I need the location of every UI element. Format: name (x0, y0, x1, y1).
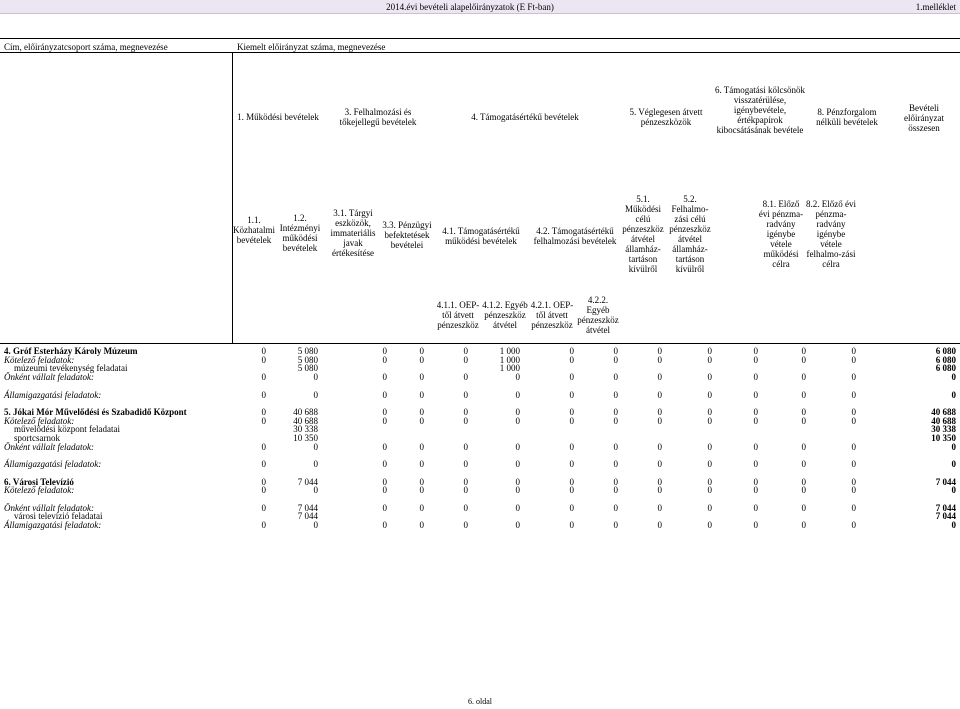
table-row (0, 347, 960, 356)
table-row (0, 373, 960, 382)
row-label: városi televízió feladatai (14, 511, 103, 522)
row-value-cell: 0 (419, 441, 424, 452)
sub-3-3-header: 3.3. Pénzügyi befektetések bevételei (382, 219, 432, 250)
row-value-cell: 0 (851, 346, 856, 356)
row-value-cell: 0 (657, 441, 662, 452)
row-value-cell: 0 (851, 372, 856, 383)
row-value-cell: 0 (382, 502, 387, 513)
row-value-cell: 0 (613, 354, 618, 365)
table-row (0, 469, 960, 478)
row-value-cell: 0 (851, 389, 856, 400)
sub-4-2-2-header: 4.2.2. Egyéb pénzeszköz átvétel (577, 295, 619, 335)
row-value-cell: 0 (261, 502, 266, 513)
row-total-cell: 0 (951, 520, 956, 530)
row-value-cell: 0 (707, 389, 712, 400)
row-value-cell: 0 (515, 459, 520, 470)
row-value-cell: 0 (313, 389, 318, 400)
row-value-cell: 0 (382, 441, 387, 452)
table-row (0, 391, 960, 400)
sub-8-1-header: 8.1. Előző évi pénzma-radvány igénybe vétele működési célra (758, 199, 804, 269)
row-value-cell: 1 000 (499, 346, 520, 356)
row-label: 6. Városi Televízió (4, 476, 74, 487)
sub-1-1-header: 1.1. Közhatalmi bevételek (233, 215, 275, 245)
row-value-cell: 0 (569, 441, 574, 452)
row-value-cell: 0 (613, 346, 618, 356)
row-total-cell: 7 044 (935, 502, 956, 513)
row-value-cell: 0 (419, 476, 424, 487)
row-value-cell: 0 (707, 459, 712, 470)
row-value-cell: 0 (261, 520, 266, 530)
row-value-cell: 0 (382, 520, 387, 530)
row-value-cell: 5 080 (297, 346, 318, 356)
total-header: Bevételi előirányzat összesen (904, 103, 944, 133)
row-value-cell: 1 000 (499, 363, 520, 374)
row-value-cell: 7 044 (297, 476, 318, 487)
row-label: Államigazgatási feladatok: (4, 459, 102, 470)
row-label: Kötelező feladatok: (4, 485, 75, 496)
row-value-cell: 0 (753, 406, 758, 417)
row-value-cell: 0 (382, 372, 387, 383)
row-value-cell: 0 (515, 520, 520, 530)
row-value-cell: 0 (851, 502, 856, 513)
sub-4-1-1-header: 4.1.1. OEP-től átvett pénzeszköz (436, 300, 480, 330)
row-value-cell: 0 (707, 476, 712, 487)
row-value-cell: 1 000 (499, 354, 520, 365)
row-value-cell: 0 (313, 485, 318, 496)
row-value-cell: 0 (753, 502, 758, 513)
row-label: Kötelező feladatok: (4, 415, 75, 426)
row-value-cell: 0 (419, 459, 424, 470)
row-value-cell: 0 (419, 502, 424, 513)
sub-5-1-header: 5.1. Működési célú pénzeszköz átvétel államház-tartáson kívülről (622, 194, 664, 274)
row-value-cell: 0 (851, 354, 856, 365)
row-value-cell: 0 (657, 502, 662, 513)
row-value-cell: 0 (382, 346, 387, 356)
header-rule-2 (0, 52, 960, 53)
row-value-cell: 0 (801, 485, 806, 496)
row-value-cell: 0 (707, 441, 712, 452)
row-label: Önként vállalt feladatok: (4, 441, 94, 452)
row-value-cell: 40 688 (293, 415, 318, 426)
row-value-cell: 0 (382, 459, 387, 470)
row-label: művelődési központ feladatai (14, 424, 120, 435)
table-row (0, 408, 960, 417)
row-value-cell: 0 (382, 485, 387, 496)
row-label: Államigazgatási feladatok: (4, 520, 102, 530)
row-value-cell: 0 (463, 441, 468, 452)
row-total-cell: 7 044 (935, 476, 956, 487)
row-value-cell: 0 (851, 441, 856, 452)
row-value-cell: 0 (313, 441, 318, 452)
table-row (0, 382, 960, 391)
row-value-cell: 0 (515, 389, 520, 400)
row-value-cell: 0 (463, 406, 468, 417)
table-row (0, 417, 960, 426)
row-value-cell: 0 (851, 485, 856, 496)
table-row (0, 521, 960, 530)
row-value-cell: 0 (753, 346, 758, 356)
row-value-cell: 0 (382, 476, 387, 487)
row-value-cell: 0 (261, 346, 266, 356)
row-value-cell: 0 (463, 476, 468, 487)
row-value-cell: 0 (261, 459, 266, 470)
row-value-cell: 0 (515, 485, 520, 496)
row-value-cell: 0 (801, 372, 806, 383)
row-value-cell: 0 (613, 520, 618, 530)
row-value-cell: 0 (419, 415, 424, 426)
row-value-cell: 0 (753, 389, 758, 400)
row-value-cell: 0 (613, 485, 618, 496)
row-value-cell: 0 (613, 389, 618, 400)
col-kiemelt-header: Kiemelt előirányzat száma, megnevezése (237, 42, 386, 52)
row-value-cell: 0 (707, 406, 712, 417)
row-value-cell: 0 (657, 415, 662, 426)
table-row (0, 504, 960, 513)
row-value-cell: 0 (463, 502, 468, 513)
row-total-cell: 0 (951, 441, 956, 452)
group-1-header: 1. Működési bevételek (237, 112, 319, 122)
row-value-cell: 5 080 (297, 363, 318, 374)
row-value-cell: 0 (313, 459, 318, 470)
row-value-cell: 0 (463, 354, 468, 365)
row-value-cell: 0 (657, 406, 662, 417)
row-label: Önként vállalt feladatok: (4, 502, 94, 513)
row-value-cell: 0 (261, 441, 266, 452)
row-value-cell: 0 (801, 476, 806, 487)
annex-label: 1.melléklet (915, 2, 956, 12)
row-value-cell: 0 (515, 476, 520, 487)
row-value-cell: 0 (801, 459, 806, 470)
row-total-cell: 40 688 (931, 415, 956, 426)
sub-4-2-1-header: 4.2.1. OEP-től átvett pénzeszköz (530, 300, 574, 330)
row-value-cell: 0 (419, 389, 424, 400)
row-value-cell: 0 (515, 415, 520, 426)
row-value-cell: 0 (463, 372, 468, 383)
row-total-cell: 0 (951, 372, 956, 383)
row-value-cell: 0 (419, 406, 424, 417)
row-total-cell: 6 080 (935, 346, 956, 356)
row-value-cell: 0 (613, 372, 618, 383)
row-total-cell: 6 080 (935, 354, 956, 365)
row-value-cell: 0 (569, 415, 574, 426)
row-value-cell: 0 (851, 459, 856, 470)
row-value-cell: 0 (707, 485, 712, 496)
row-value-cell: 10 350 (293, 433, 318, 443)
row-value-cell: 0 (753, 459, 758, 470)
row-total-cell: 0 (951, 485, 956, 496)
row-value-cell: 0 (463, 459, 468, 470)
row-value-cell: 0 (613, 441, 618, 452)
row-value-cell: 0 (569, 354, 574, 365)
row-value-cell: 0 (707, 354, 712, 365)
row-value-cell: 0 (515, 406, 520, 417)
row-value-cell: 0 (463, 415, 468, 426)
row-value-cell: 0 (313, 520, 318, 530)
sub-1-2-header: 1.2. Intézményi működési bevételek (279, 212, 321, 253)
row-value-cell: 0 (261, 485, 266, 496)
table-row (0, 478, 960, 487)
sub-4-2-header: 4.2. Támogatásértékű felhalmozási bevételek (533, 226, 617, 246)
sub-3-1-header: 3.1. Tárgyi eszközök, immateriális javak értékesítése (330, 207, 376, 258)
row-value-cell: 0 (613, 415, 618, 426)
row-value-cell: 0 (515, 441, 520, 452)
group-3-header: 3. Felhalmozási és tőkejellegű bevételek (339, 107, 417, 127)
row-label: Önként vállalt feladatok: (4, 372, 94, 383)
row-value-cell: 0 (569, 485, 574, 496)
row-value-cell: 0 (753, 476, 758, 487)
row-total-cell: 30 338 (931, 424, 956, 435)
row-total-cell: 10 350 (931, 433, 956, 443)
sub-8-2-header: 8.2. Előző évi pénzma-radvány igénybe vétele felhalmo-zási célra (806, 199, 856, 269)
table-row (0, 434, 960, 443)
group-5-header: 5. Véglegesen átvett pénzeszközök (629, 107, 703, 127)
row-value-cell: 0 (657, 459, 662, 470)
row-label: 4. Gróf Esterházy Károly Múzeum (4, 346, 138, 356)
row-value-cell: 0 (419, 520, 424, 530)
row-value-cell: 0 (313, 372, 318, 383)
row-value-cell: 0 (657, 389, 662, 400)
row-value-cell: 0 (261, 476, 266, 487)
row-value-cell: 0 (753, 415, 758, 426)
row-value-cell: 0 (569, 476, 574, 487)
row-value-cell: 7 044 (297, 511, 318, 522)
row-value-cell: 0 (801, 415, 806, 426)
row-value-cell: 0 (753, 354, 758, 365)
row-value-cell: 0 (382, 389, 387, 400)
row-value-cell: 0 (753, 441, 758, 452)
row-value-cell: 7 044 (297, 502, 318, 513)
row-value-cell: 0 (707, 346, 712, 356)
row-value-cell: 0 (851, 415, 856, 426)
sub-5-2-header: 5.2. Felhalmo-zási célú pénzeszköz átvétel államház-tartáson kívülről (669, 194, 711, 274)
row-value-cell: 0 (801, 406, 806, 417)
row-label: sportcsarnok (14, 433, 60, 443)
row-label: Kötelező feladatok: (4, 354, 75, 365)
sub-4-1-header: 4.1. Támogatásértékű működési bevételek (442, 226, 520, 246)
row-value-cell: 0 (801, 389, 806, 400)
row-value-cell: 0 (463, 520, 468, 530)
row-value-cell: 0 (569, 346, 574, 356)
row-value-cell: 0 (569, 389, 574, 400)
header-bottom-rule (0, 343, 960, 344)
row-total-cell: 0 (951, 389, 956, 400)
table-row (0, 512, 960, 521)
row-value-cell: 0 (851, 520, 856, 530)
row-value-cell: 0 (657, 520, 662, 530)
row-value-cell: 0 (419, 346, 424, 356)
table-row (0, 451, 960, 460)
row-value-cell: 0 (801, 354, 806, 365)
row-value-cell: 0 (707, 520, 712, 530)
row-total-cell: 6 080 (935, 363, 956, 374)
document-title: 2014.évi bevételi alapelőirányzatok (E Ft-ban) (386, 2, 554, 12)
row-value-cell: 0 (261, 389, 266, 400)
row-value-cell: 0 (382, 354, 387, 365)
row-value-cell: 0 (753, 520, 758, 530)
row-value-cell: 0 (707, 372, 712, 383)
row-value-cell: 0 (707, 502, 712, 513)
row-value-cell: 0 (657, 354, 662, 365)
row-value-cell: 0 (657, 476, 662, 487)
row-value-cell: 0 (261, 372, 266, 383)
row-value-cell: 0 (382, 406, 387, 417)
row-value-cell: 0 (382, 415, 387, 426)
title-bar (0, 0, 960, 14)
row-value-cell: 0 (515, 372, 520, 383)
row-label: Államigazgatási feladatok: (4, 389, 102, 400)
table-row (0, 443, 960, 452)
row-total-cell: 7 044 (935, 511, 956, 522)
row-value-cell: 0 (851, 406, 856, 417)
row-value-cell: 30 338 (293, 424, 318, 435)
row-value-cell: 5 080 (297, 354, 318, 365)
row-value-cell: 0 (613, 502, 618, 513)
table-row (0, 495, 960, 504)
row-value-cell: 0 (801, 520, 806, 530)
row-value-cell: 0 (801, 502, 806, 513)
row-value-cell: 40 688 (293, 406, 318, 417)
row-value-cell: 0 (419, 354, 424, 365)
row-value-cell: 0 (657, 346, 662, 356)
row-value-cell: 0 (569, 502, 574, 513)
group-8-header: 8. Pénzforgalom nélküli bevételek (816, 107, 878, 127)
table-row (0, 356, 960, 365)
row-value-cell: 0 (753, 372, 758, 383)
row-value-cell: 0 (569, 520, 574, 530)
row-value-cell: 0 (463, 485, 468, 496)
row-value-cell: 0 (261, 415, 266, 426)
table-row (0, 364, 960, 373)
row-value-cell: 0 (613, 406, 618, 417)
group-6-header: 6. Támogatási kölcsönök visszatérülése, igénybevétele, értékpapírok kibocsátásának bevétele (714, 84, 806, 135)
table-row (0, 460, 960, 469)
row-value-cell: 0 (463, 346, 468, 356)
row-value-cell: 0 (569, 372, 574, 383)
row-value-cell: 0 (569, 459, 574, 470)
row-value-cell: 0 (851, 476, 856, 487)
table-row (0, 486, 960, 495)
row-value-cell: 0 (613, 459, 618, 470)
page-number: 6. oldal (468, 697, 492, 706)
row-value-cell: 0 (515, 502, 520, 513)
table-row (0, 425, 960, 434)
row-value-cell: 0 (801, 441, 806, 452)
col-name-header: Cím, előirányzatcsoport száma, megnevezése (4, 42, 168, 52)
row-label: múzeumi tevékenység feladatai (14, 363, 128, 374)
row-label: 5. Jókai Mór Művelődési és Szabadidő Központ (4, 406, 187, 417)
group-4-header: 4. Támogatásértékű bevételek (471, 112, 579, 122)
row-value-cell: 0 (569, 406, 574, 417)
row-value-cell: 0 (261, 406, 266, 417)
row-value-cell: 0 (419, 372, 424, 383)
row-value-cell: 0 (261, 354, 266, 365)
row-value-cell: 0 (753, 485, 758, 496)
row-total-cell: 0 (951, 459, 956, 470)
row-value-cell: 0 (657, 485, 662, 496)
row-value-cell: 0 (707, 415, 712, 426)
sub-4-1-2-header: 4.1.2. Egyéb pénzeszköz átvétel (482, 300, 528, 330)
row-value-cell: 0 (613, 476, 618, 487)
row-value-cell: 0 (801, 346, 806, 356)
row-value-cell: 0 (463, 389, 468, 400)
row-value-cell: 0 (657, 372, 662, 383)
header-top-rule (0, 38, 960, 39)
row-value-cell: 0 (419, 485, 424, 496)
row-total-cell: 40 688 (931, 406, 956, 417)
